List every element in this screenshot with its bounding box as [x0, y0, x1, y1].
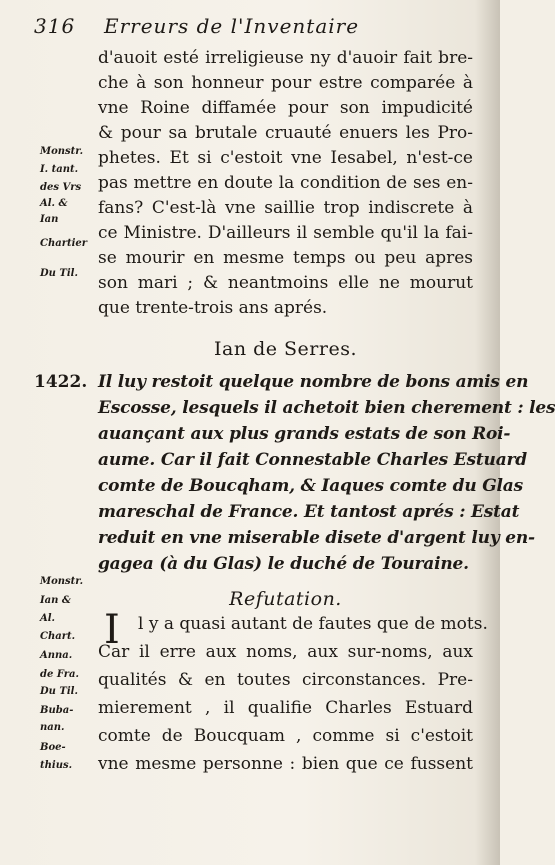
margin-note: Al.: [40, 613, 56, 624]
margin-note: Ian &: [40, 595, 71, 606]
text-line: son mari ; & neantmoins elle ne mourut: [98, 273, 473, 293]
quote-line: Il luy restoit quelque nombre de bons amis en: [98, 372, 529, 392]
margin-note: Du Til.: [40, 686, 78, 697]
margin-note: Monstr.: [40, 146, 84, 157]
text-line: vne Roine diffamée pour son impudicité: [98, 98, 473, 118]
margin-note: Anna.: [40, 650, 73, 661]
margin-note: Chartier: [40, 238, 88, 249]
text-line: vne mesme personne : bien que ce fussent: [98, 754, 473, 774]
section-heading: Ian de Serres.: [213, 338, 357, 360]
margin-note: Chart.: [40, 631, 76, 642]
text-line: se mourir en mesme temps ou peu apres: [98, 248, 473, 268]
margin-note: I. tant.: [40, 164, 79, 175]
quote-line: gagea (à du Glas) le duché de Touraine.: [98, 554, 469, 574]
quote-line: auançant aux plus grands estats de son Roi-: [98, 424, 511, 444]
text-line: phetes. Et si c'estoit vne Iesabel, n'est-ce: [98, 148, 473, 168]
margin-note: Boe-: [40, 742, 66, 753]
section-number: 1422.: [34, 372, 88, 392]
margin-note: Al. &: [40, 198, 68, 209]
page-header: [34, 14, 474, 46]
quote-line: aume. Car il fait Connestable Charles Estuard: [98, 450, 527, 470]
running-title: Erreurs de l'Inventaire: [104, 14, 360, 38]
text-line: d'auoit esté irreligieuse ny d'auoir fait bre-: [98, 48, 473, 68]
quote-line: reduit en vne miserable disete d'argent luy en-: [98, 528, 535, 548]
quote-line: Escosse, lesquels il achetoit bien cherement : les: [98, 398, 555, 418]
margin-note: thius.: [40, 760, 73, 771]
quote-line: mareschal de France. Et tantost aprés : Estat: [98, 502, 520, 522]
margin-note: Du Til.: [40, 268, 78, 279]
quote-line: comte de Boucqham, & Iaques comte du Glas: [98, 476, 523, 496]
margin-note: Ian: [40, 214, 59, 225]
text-line: ce Ministre. D'ailleurs il semble qu'il la fai-: [98, 223, 473, 243]
text-line: che à son honneur pour estre comparée à: [98, 73, 473, 93]
section-heading: Refutation.: [229, 588, 342, 610]
text-line: que trente-trois ans aprés.: [98, 298, 328, 318]
margin-note: Buba-: [40, 705, 74, 716]
margin-note: de Fra.: [40, 669, 79, 680]
text-line: & pour sa brutale cruauté enuers les Pro-: [98, 123, 473, 143]
drop-cap: I: [104, 607, 120, 653]
margin-note: Monstr.: [40, 576, 84, 587]
page-number: 316: [34, 14, 76, 38]
text-line: l y a quasi autant de fautes que de mots.: [138, 614, 488, 634]
text-line: Car il erre aux noms, aux sur-noms, aux: [98, 642, 473, 662]
text-line: qualités & en toutes circonstances. Pre-: [98, 670, 473, 690]
text-line: comte de Boucquam , comme si c'estoit: [98, 726, 473, 746]
text-line: mierement , il qualifie Charles Estuard: [98, 698, 473, 718]
text-line: fans? C'est-là vne saillie trop indiscrete à: [98, 198, 473, 218]
margin-note: des Vrs: [40, 182, 82, 193]
text-line: pas mettre en doute la condition de ses en-: [98, 173, 473, 193]
margin-note: nan.: [40, 722, 65, 733]
